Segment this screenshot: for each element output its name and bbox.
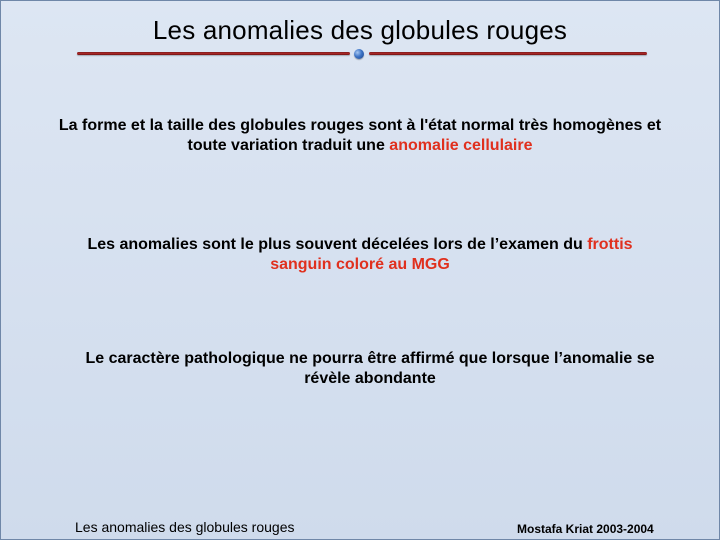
paragraph-2-text: Les anomalies sont le plus souvent décelées lors de l’examen du [87, 236, 588, 253]
paragraph-1-highlight: anomalie cellulaire [389, 137, 533, 154]
footer-author: Mostafa Kriat 2003-2004 [517, 522, 654, 536]
paragraph-3 [61, 349, 679, 389]
title-divider [77, 48, 647, 60]
paragraph-2 [61, 235, 659, 275]
paragraph-3-text: Le caractère pathologique ne pourra être affirmé que lorsque l’anomalie se révèle abondante [85, 350, 655, 387]
footer-title: Les anomalies des globules rouges [75, 519, 295, 535]
divider-line-left [77, 52, 350, 55]
paragraph-2-highlight: frottis sanguin coloré au MGG [270, 236, 633, 273]
paragraph-1 [41, 116, 679, 156]
paragraph-1-text: La forme et la taille des globules rouges sont à l'état normal très homogènes et toute variation traduit une [58, 117, 662, 154]
divider-dot-icon [354, 49, 364, 59]
divider-line-right [369, 52, 647, 55]
slide-title: Les anomalies des globules rouges [152, 15, 568, 45]
